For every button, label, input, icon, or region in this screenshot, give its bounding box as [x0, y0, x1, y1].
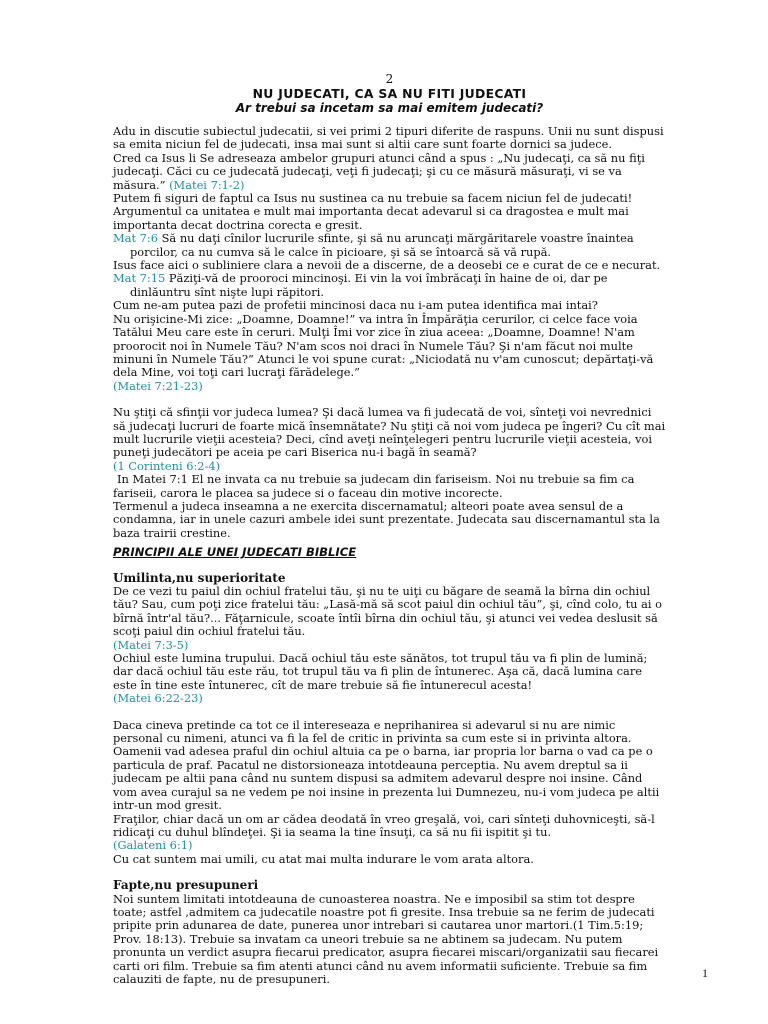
verse-text: Să nu daţi cînilor lucrurile sfinte, şi să nu aruncaţi mărgăritarele voastre înaintea porcilor, ca nu cumva să le calce în picioare, şi să se întoarcă să vă rupă.: [130, 231, 634, 259]
quote-galateni: Fraţilor, chiar dacă un om ar cădea deodată în vreo greşală, voi, cari sînteţi duhovniceşti, să-l ridicaţi cu duhul blîndeţei. Şi ia seama la tine însuţi, ca să nu fii ispitit şi tu.: [113, 811, 655, 839]
paragraph-fapte: Noi suntem limitati intotdeauna de cunoasterea noastra. Ne e imposibil sa stim tot despre toate; astfel ,admitem ca judecatile noastre pot fi gresite. Insa trebuie sa ne ferim de judecati pripite prin adunarea de date, punerea unor intrebari si cautarea unor martori.(1 Tim.5:19; Prov. 18:13). Trebuie sa invatam ca uneori trebuie sa ne abtinem sa judecam. Nu putem pronunta un verdict asupra fiecarui predicator, asupra fiecarei miscari/organizatii sau fiecarei carti ori film. Trebuie sa fim atenti atunci când nu avem informatii suficiente. Trebuie sa fim calauziti de fapte, nu de presupuneri.: [113, 891, 659, 986]
page-number-top: 2: [385, 72, 394, 86]
paragraph-matei-7-1: In Matei 7:1 El ne invata ca nu trebuie sa judecam din fariseism. Noi nu trebuie sa fim ca fariseii, carora le placea sa judece si o faceau din motive incorecte.: [113, 472, 635, 500]
subheading-fapte: Fapte,nu presupuneri: [113, 878, 259, 893]
quote-matei-6-22: Ochiul este lumina trupului. Dacă ochiul tău este sănătos, tot trupul tău va fi plin de lumină; dar dacă ochiul tău este rău, tot trupul tău va fi plin de întunerec. Aşa că, dacă lumina care este în tine este întunerec, cît de mare trebuie să fie întunerecul acesta!: [113, 651, 648, 692]
paragraph-critic: Daca cineva pretinde ca tot ce il intereseaza e neprihanirea si adevarul si nu are nimic personal cu nimeni, atunci va fi la fel de critic in privinta sa cum este si in privinta altora.: [113, 717, 632, 746]
page-number-bottom: 1: [702, 966, 708, 980]
intro-quote-matei-7-1: [113, 152, 666, 192]
verse-reference: Mat 7:6: [113, 231, 158, 246]
paragraph-a-judeca: Termenul a judeca inseamna a ne exercita discernamatul; alteori poate avea sensul de a condamna, iar in unele cazuri ambele idei sunt prezentate. Judecata sau discernamantul sta la baza trairii crestine.: [113, 498, 660, 540]
quote-matei-7-21: Nu orişicine-Mi zice: „Doamne, Doamne!” va intra în Împărăţia cerurilor, ci celce face voia Tatălui Meu care este în ceruri. Mulţi Îmi vor zice în ziua aceea: „Doamne, Doamne! N'am proorocit noi în Numele Tău? N'am scos noi draci în Numele Tău? Şi n'am făcut noi multe minuni în Numele Tău?” Atunci le voi spune curat: „Niciodată nu v'am cunoscut; depărtaţi-vă dela Mine, voi toţi cari lucraţi fărădelege.”: [113, 311, 654, 380]
quote-1-corinteni: Nu ştiţi că sfinţii vor judeca lumea? Şi dacă lumea va fi judecată de voi, sînteţi voi nevrednici să judecaţi lucruri de foarte mică însemnătate? Nu ştiţi că noi vom judeca pe îngeri? Cu cît mai mult lucrurile vieţii acesteia? Deci, cînd aveţi neînţelegeri pentru lucrurile vieţii acesteia, voi puneţi judecători pe aceia pe cari Biserica nu-i bagă în seamă?: [113, 405, 666, 460]
scripture-reference: (Matei 7:21-23): [113, 378, 203, 393]
subheading-umilinta: Umilinta,nu superioritate: [113, 570, 286, 585]
spacer: [113, 706, 666, 719]
intro-paragraph-3: Isus face aici o subliniere clara a nevoii de a discerne, de a deosebi ce e curat de ce e necurat.: [113, 258, 661, 273]
scripture-reference: (1 Corinteni 6:2-4): [113, 458, 221, 473]
verse-text: Păziţi-vă de prooroci mincinoşi. Ei vin la voi îmbrăcaţi în haine de oi, dar pe dinlăuntru sînt nişte lupi răpitori.: [130, 271, 608, 299]
verse-reference: Mat 7:15: [113, 271, 166, 286]
scripture-reference: (Matei 6:22-23): [113, 691, 203, 706]
quote-text: Cred ca Isus li Se adreseaza ambelor grupuri atunci când a spus : „Nu judecaţi, ca să nu fiţi judecaţi. Căci cu ce judecată judecaţi, veţi fi judecaţi; şi cu ce măsură măsuraţi, vi se va măsura.”: [113, 150, 645, 192]
page-content: [113, 72, 666, 986]
section-heading: PRINCIPII ALE UNEI JUDECATI BIBLICE: [113, 545, 357, 560]
verse-mat-7-15: [113, 272, 666, 299]
intro-paragraph-4: Cum ne-am putea pazi de profetii mincinosi daca nu i-am putea identifica mai intai?: [113, 298, 598, 313]
intro-paragraph-2: Putem fi siguri de faptul ca Isus nu sustinea ca nu trebuie sa facem niciun fel de judecati! Argumentul ca unitatea e mult mai importanta decat adevarul si ca dragostea e mult mai importanta decat doctrina corecta e gresit.: [113, 191, 633, 232]
intro-paragraph-1: Adu in discutie subiectul judecatii, si vei primi 2 tipuri diferite de raspuns. Unii nu sunt dispusi sa emita niciun fel de judecati, insa mai sunt si altii care sunt foarte dornici sa judece.: [113, 124, 664, 152]
verse-mat-7-6: [113, 232, 666, 259]
quote-matei-7-3: De ce vezi tu paiul din ochiul fratelui tău, şi nu te uiţi cu băgare de seamă la bîrna din ochiul tău? Sau, cum poţi zice fratelui tău: „Lasă-mă să scot paiul din ochiul tău”, şi, cînd colo, tu ai o bîrnă într'al tău?... Făţarnicule, scoate întîi bîrna din ochiul tău, şi atunci vei vedea deslusit să scoţi paiul din ochiul fratelui tău.: [113, 584, 663, 639]
page-title: NU JUDECATI, CA SA NU FITI JUDECATI: [252, 86, 527, 101]
scripture-reference: (Galateni 6:1): [113, 838, 193, 853]
paragraph-umili: Cu cat suntem mai umili, cu atat mai multa indurare le vom arata altora.: [113, 851, 534, 866]
page-subtitle: Ar trebui sa incetam sa mai emitem judecati?: [235, 101, 544, 115]
scripture-reference: (Matei 7:3-5): [113, 637, 189, 652]
paragraph-praf: Oamenii vad adesea praful din ochiul altuia ca pe o barna, iar propria lor barna o vad ca pe o particula de praf. Pacatul ne distorsioneaza intotdeauna perceptia. Nu avem dreptul sa ii judecam pe altii pana când nu suntem dispusi sa admitem adevarul despre noi insine. Când vom avea curajul sa ne vedem pe noi insine in prezenta lui Dumnezeu, nu-i vom judeca pe altii intr-un mod gresit.: [113, 744, 660, 813]
scripture-reference: (Matei 7:1-2): [169, 177, 245, 192]
